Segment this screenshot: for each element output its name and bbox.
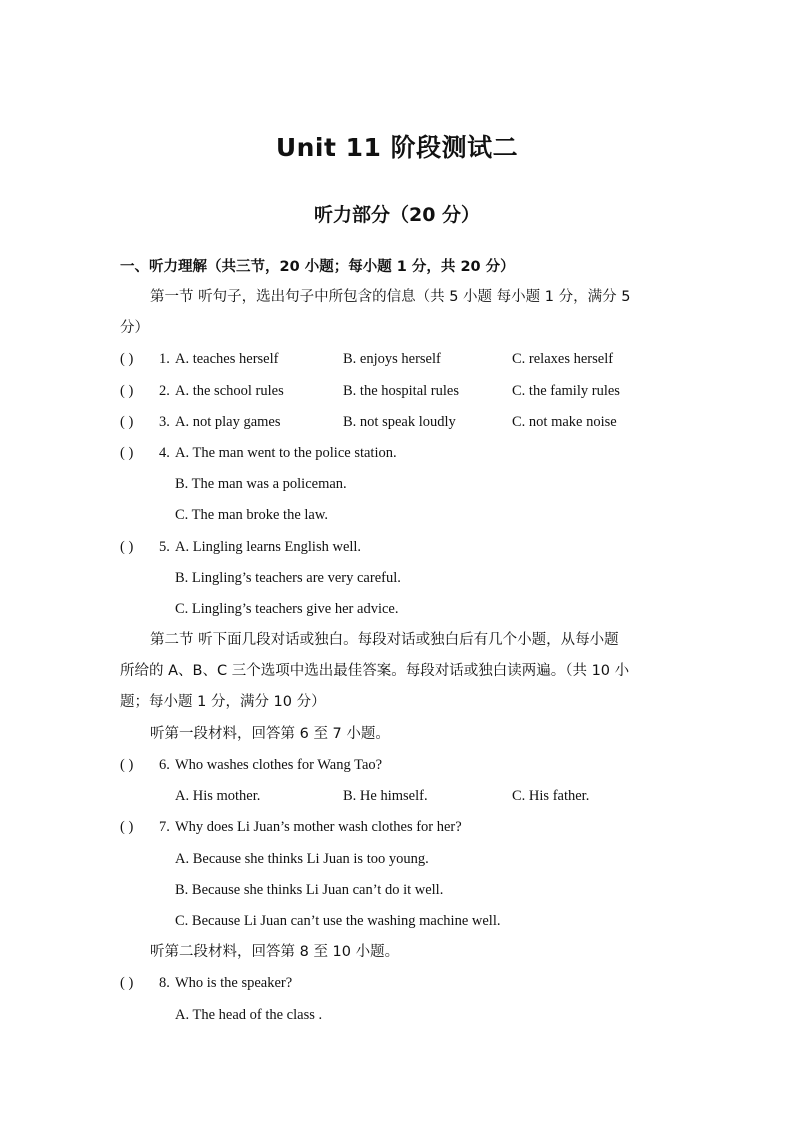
listening-part-title: 听力部分（20 分） <box>313 204 481 226</box>
option-c: C. Because Li Juan can’t use the washing machine well. <box>175 913 501 929</box>
part2-intro-cont: 所给的 A、B、C 三个选项中选出最佳答案。每段对话或独白读两遍。（共 10 小 <box>120 663 630 679</box>
answer-blank[interactable]: ( ) <box>120 757 134 773</box>
option-b: B. not speak loudly <box>343 414 456 430</box>
page-title: Unit 11 阶段测试二 <box>275 133 519 162</box>
option-c: C. Lingling’s teachers give her advice. <box>175 601 399 617</box>
option-a: A. The man went to the police station. <box>175 445 397 461</box>
option-a: A. His mother. <box>175 788 261 804</box>
question-text: Who is the speaker? <box>175 975 293 991</box>
question-number: 6. <box>159 757 170 773</box>
section-heading: 一、听力理解（共三节，20 小题；每小题 1 分，共 20 分） <box>120 259 515 275</box>
answer-blank[interactable]: ( ) <box>120 414 134 430</box>
option-a: A. The head of the class . <box>175 1007 323 1023</box>
question-text: Why does Li Juan’s mother wash clothes for her? <box>175 819 462 835</box>
answer-blank[interactable]: ( ) <box>120 445 134 461</box>
option-a: A. teaches herself <box>175 351 279 367</box>
question-number: 8. <box>159 975 170 991</box>
question-number: 4. <box>159 445 170 461</box>
answer-blank[interactable]: ( ) <box>120 351 134 367</box>
option-a: A. Lingling learns English well. <box>175 539 362 555</box>
part2-intro: 第二节 听下面几段对话或独白。每段对话或独白后有几个小题，从每小题 <box>150 632 619 648</box>
material-2-instruction: 听第二段材料，回答第 8 至 10 小题。 <box>150 944 400 960</box>
answer-blank[interactable]: ( ) <box>120 539 134 555</box>
option-b: B. enjoys herself <box>343 351 441 367</box>
answer-blank[interactable]: ( ) <box>120 383 134 399</box>
option-b: B. He himself. <box>343 788 428 804</box>
option-c: C. The man broke the law. <box>175 507 329 523</box>
option-b: B. the hospital rules <box>343 383 459 399</box>
part1-intro: 第一节 听句子，选出句子中所包含的信息（共 5 小题 每小题 1 分，满分 5 <box>150 289 631 305</box>
material-1-instruction: 听第一段材料，回答第 6 至 7 小题。 <box>150 726 390 742</box>
option-c: C. the family rules <box>512 383 620 399</box>
part2-intro-cont: 题；每小题 1 分，满分 10 分） <box>120 694 326 710</box>
option-b: B. Lingling’s teachers are very careful. <box>175 570 401 586</box>
option-c: C. not make noise <box>512 414 617 430</box>
question-number: 5. <box>159 539 170 555</box>
question-text: Who washes clothes for Wang Tao? <box>175 757 383 773</box>
question-number: 2. <box>159 383 170 399</box>
question-number: 1. <box>159 351 170 367</box>
option-a: A. the school rules <box>175 383 284 399</box>
answer-blank[interactable]: ( ) <box>120 975 134 991</box>
option-a: A. Because she thinks Li Juan is too young. <box>175 851 429 867</box>
option-b: B. Because she thinks Li Juan can’t do it well. <box>175 882 444 898</box>
question-number: 7. <box>159 819 170 835</box>
question-number: 3. <box>159 414 170 430</box>
answer-blank[interactable]: ( ) <box>120 819 134 835</box>
option-c: C. His father. <box>512 788 590 804</box>
part1-intro-cont: 分） <box>120 320 149 336</box>
option-a: A. not play games <box>175 414 281 430</box>
option-b: B. The man was a policeman. <box>175 476 347 492</box>
option-c: C. relaxes herself <box>512 351 614 367</box>
